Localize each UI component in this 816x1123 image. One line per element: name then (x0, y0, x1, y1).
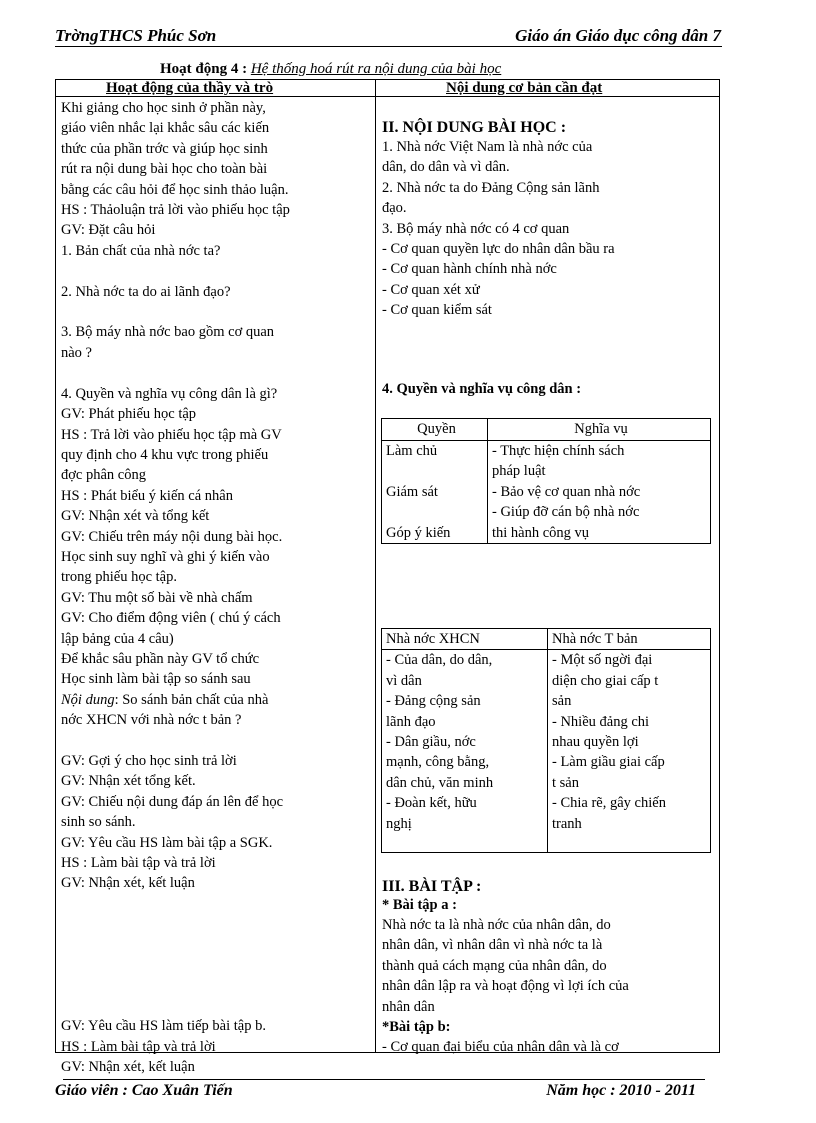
activity-line: GV: Chiếu trên máy nội dung bài học. (61, 528, 283, 545)
duties-item: pháp luật (492, 463, 546, 480)
footer-divider (63, 1079, 705, 1080)
content-line: - Cơ quan kiểm sát (382, 302, 492, 319)
capitalist-trait: t sản (552, 774, 579, 791)
duties-item: thi hành công vụ (492, 524, 590, 541)
activity-line: nớc XHCN với nhà nớc t bản ? (61, 712, 242, 729)
activity-line: Để khắc sâu phần này GV tổ chức (61, 650, 260, 667)
activity-line: 4. Quyền và nghĩa vụ công dân là gì? (61, 385, 278, 402)
socialist-trait: vì dân (386, 672, 422, 689)
duties-cell (488, 441, 711, 544)
activity-title-text: Hệ thống hoá rút ra nội dung của bài học (250, 61, 502, 77)
activity-line: bằng các câu hỏi để học sinh thảo luận. (61, 181, 289, 198)
activity-line: HS : Phát biểu ý kiến cá nhân (61, 487, 233, 504)
activity-line: GV: Đặt câu hỏi (61, 222, 156, 239)
activity-line: 3. Bộ máy nhà nớc bao gồm cơ quan (61, 324, 275, 341)
socialist-trait: lãnh đạo (386, 713, 436, 730)
content-line: 1. Nhà nớc Việt Nam là nhà nớc của (382, 139, 593, 155)
content-line: 3. Bộ máy nhà nớc có 4 cơ quan (382, 220, 570, 237)
exercise-a-line: nhân dân lập ra và hoạt động vì lợi ích của (382, 978, 629, 995)
activity-line (61, 731, 369, 751)
activity-line (61, 996, 369, 1016)
activity-line: sinh so sánh. (61, 814, 136, 831)
activity-line: GV: Phát phiếu học tập (61, 406, 197, 423)
socialist-trait: - Đoàn kết, hữu (386, 795, 477, 812)
activity-line: GV: Gợi ý cho học sinh trả lời (61, 753, 237, 769)
socialist-trait: mạnh, công bằng, (386, 754, 490, 771)
section-3-heading: III. BÀI TẬP : (382, 878, 482, 895)
activity-line: HS : Thảoluận trả lời vào phiếu học tập (61, 202, 290, 219)
activity-line: đợc phân công (61, 467, 146, 484)
capitalist-trait: nhau quyền lợi (552, 734, 639, 751)
socialist-trait: - Dân giầu, nớc (386, 734, 476, 751)
footer-teacher: Giáo viên : Cao Xuân Tiến (55, 1082, 233, 1099)
exercise-a-heading: * Bài tập a : (382, 897, 457, 913)
exercise-a-line: Nhà nớc ta là nhà nớc của nhân dân, do (382, 917, 611, 933)
activity-line (61, 894, 369, 914)
activity-line: GV: Nhận xét, kết luận (61, 1059, 195, 1076)
activity-line: HS : Làm bài tập và trả lời (61, 1038, 216, 1055)
activity-line: HS : Làm bài tập và trả lời (61, 855, 216, 872)
content-line: đạo. (382, 200, 407, 217)
capitalist-trait: sản (552, 693, 572, 710)
activity-line: GV: Yêu cầu HS làm bài tập a SGK. (61, 834, 273, 851)
rights-duties-table (381, 418, 711, 544)
activity-line: thức của phần trớc và giúp học sinh (61, 140, 268, 157)
activity-line: rút ra nội dung bài học cho toàn bài (61, 161, 268, 178)
content-line: - Cơ quan hành chính nhà nớc (382, 261, 557, 278)
rights-item: Giám sát (386, 483, 438, 500)
activity-line (61, 363, 369, 383)
rights-item: Làm chủ (386, 443, 438, 459)
activity-line (61, 935, 369, 955)
activity-line: trong phiếu học tập. (61, 569, 177, 586)
exercise-b-content: - Cơ quan đại biểu của nhân dân và là cơ (382, 1039, 619, 1055)
content-line: dân, do dân và vì dân. (382, 159, 510, 176)
capitalist-trait: - Làm giầu giai cấp (552, 754, 665, 771)
activity-line (61, 302, 369, 322)
socialist-trait: - Của dân, do dân, (386, 652, 493, 669)
activity-line: Học sinh làm bài tập so sánh sau (61, 671, 251, 688)
socialist-trait: nghị (386, 815, 412, 832)
teacher-student-activities (61, 98, 369, 1078)
capitalist-state-cell (548, 650, 711, 853)
activity-line: GV: Yêu cầu HS làm tiếp bài tập b. (61, 1018, 266, 1035)
activity-line: 2. Nhà nớc ta do ai lãnh đạo? (61, 283, 231, 300)
activity-line: nào ? (61, 344, 92, 361)
activity-line (61, 261, 369, 281)
activity-line: lập bảng của 4 câu) (61, 630, 174, 647)
section-2-heading: II. NỘI DUNG BÀI HỌC : (382, 119, 567, 136)
socialist-state-cell (382, 650, 548, 853)
duties-header: Nghĩa vụ (488, 419, 711, 441)
capitalist-trait: - Nhiều đảng chi (552, 713, 650, 730)
capitalist-trait: - Chia rẽ, gây chiến (552, 795, 666, 812)
activity-line (61, 975, 369, 995)
activity-line: Khi giảng cho học sinh ở phần này, (61, 100, 266, 116)
content-line: - Cơ quan xét xử (382, 281, 480, 298)
socialist-trait: dân chủ, văn minh (386, 774, 494, 791)
activity-title-prefix: Hoạt động 4 : (160, 61, 248, 77)
activity-line: GV: Nhận xét, kết luận (61, 875, 195, 892)
exercise-a-line: thành quả cách mạng của nhân dân, do (382, 957, 607, 974)
rights-item (386, 502, 487, 522)
rights-cell (382, 441, 488, 544)
header-subject: Giáo án Giáo dục công dân 7 (515, 26, 721, 45)
capitalist-state-header: Nhà nớc T bản (548, 629, 711, 650)
socialist-trait: - Đảng cộng sản (386, 693, 481, 710)
activity-line: GV: Thu một số bài về nhà chấm (61, 589, 253, 606)
capitalist-trait: - Một số ngời đại (552, 652, 653, 669)
activity-line: GV: Cho điểm động viên ( chú ý cách (61, 610, 281, 627)
footer-school-year: Năm học : 2010 - 2011 (546, 1082, 696, 1099)
header-divider (55, 46, 722, 47)
activity-line: Nội dung: So sánh bản chất của nhà (61, 691, 269, 708)
column-divider (375, 79, 376, 1053)
activity-line (61, 914, 369, 934)
activity-line (61, 955, 369, 975)
socialist-state-header: Nhà nớc XHCN (382, 629, 548, 650)
content-line: 2. Nhà nớc ta do Đảng Cộng sản lãnh (382, 179, 600, 196)
duties-item: - Giúp đỡ cán bộ nhà nớc (492, 504, 640, 521)
activity-line: GV: Nhận xét tổng kết. (61, 773, 196, 790)
header-school: TrờngTHCS Phúc Sơn (55, 26, 217, 45)
activity-line: GV: Chiếu nội dung đáp án lên để học (61, 793, 284, 810)
rights-item: Góp ý kiến (386, 524, 451, 541)
rights-item (386, 461, 487, 481)
left-column-header: Hoạt động của thầy và trò (106, 80, 274, 96)
activity-title (160, 61, 501, 78)
capitalist-trait: tranh (552, 815, 582, 832)
activity-line: Học sinh suy nghĩ và ghi ý kiến vào (61, 548, 270, 565)
duties-item: - Thực hiện chính sách (492, 443, 625, 459)
capitalist-trait: diện cho giai cấp t (552, 672, 659, 689)
exercise-a-line: nhân dân, vì nhân dân vì nhà nớc ta là (382, 937, 603, 954)
exercise-a-line: nhân dân (382, 998, 435, 1015)
activity-line: giáo viên nhắc lại khắc sâu các kiến (61, 120, 270, 137)
activity-line: 1. Bản chất của nhà nớc ta? (61, 242, 221, 259)
comparison-table (381, 628, 711, 853)
rights-header: Quyền (382, 419, 488, 441)
exercise-b-heading: *Bài tập b: (382, 1019, 451, 1035)
activity-line: HS : Trả lời vào phiếu học tập mà GV (61, 426, 282, 443)
section-4-heading: 4. Quyền và nghĩa vụ công dân : (382, 381, 582, 397)
activity-line: GV: Nhận xét và tổng kết (61, 508, 210, 525)
duties-item: - Bảo vệ cơ quan nhà nớc (492, 483, 641, 500)
right-column-header: Nội dung cơ bản cần đạt (446, 80, 603, 96)
content-line: - Cơ quan quyền lực do nhân dân bầu ra (382, 241, 615, 257)
activity-line: quy định cho 4 khu vực trong phiếu (61, 446, 269, 463)
